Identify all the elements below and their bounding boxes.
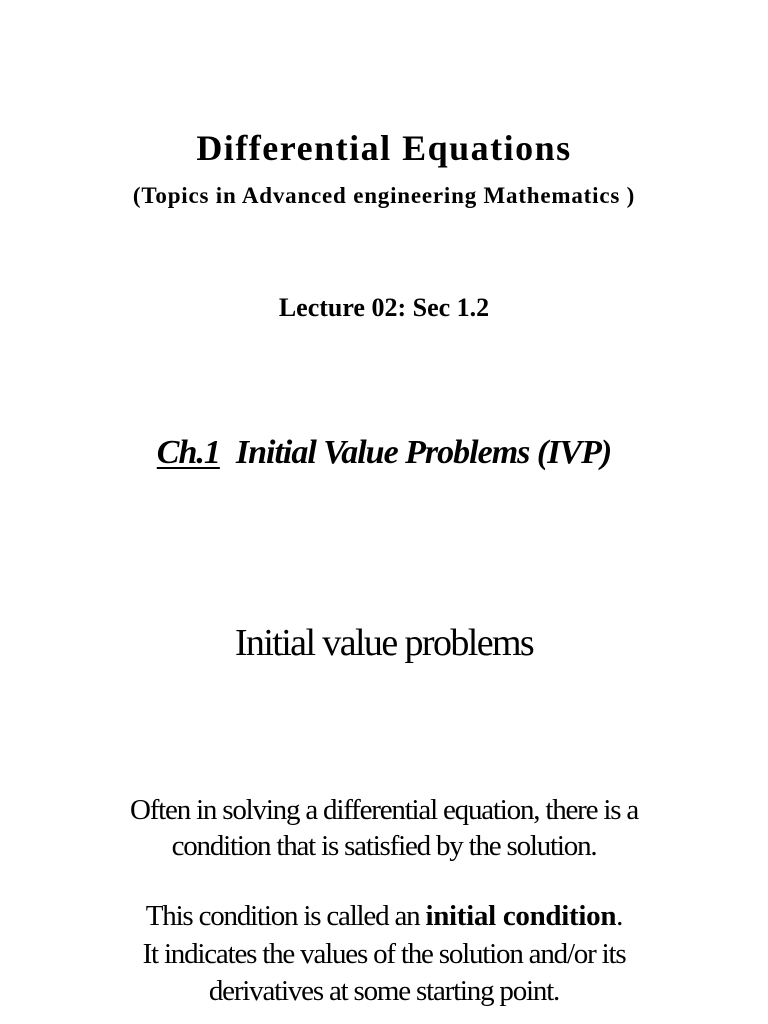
body-text-line: Often in solving a differential equation, there is a bbox=[129, 794, 639, 826]
document-title: Differential Equations bbox=[196, 128, 572, 168]
initial-condition-term: initial condition bbox=[425, 900, 617, 932]
body-text-segment: . bbox=[616, 900, 623, 932]
body-text-line: derivatives at some starting point. bbox=[208, 975, 560, 1007]
body-text-line bbox=[0, 898, 768, 934]
body-text-segment: This condition is called an bbox=[145, 900, 426, 932]
body-text-line: It indicates the values of the solution and/or its bbox=[142, 938, 626, 970]
body-text-line: condition that is satisfied by the solution. bbox=[171, 830, 597, 862]
document-subtitle: (Topics in Advanced engineering Mathematics ) bbox=[132, 183, 636, 208]
chapter-title: Initial Value Problems (IVP) bbox=[235, 434, 612, 471]
section-heading: Initial value problems bbox=[234, 622, 534, 664]
lecture-label: Lecture 02: Sec 1.2 bbox=[278, 293, 490, 322]
chapter-heading bbox=[0, 430, 768, 476]
chapter-number: Ch.1 bbox=[156, 434, 220, 471]
